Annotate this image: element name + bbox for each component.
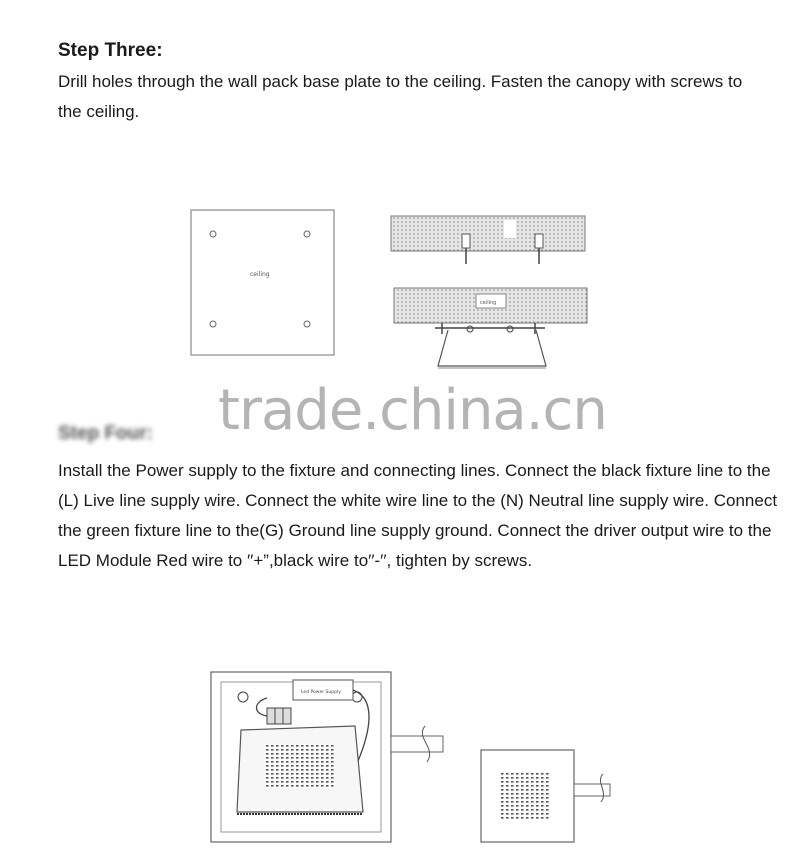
fixture-closed-view xyxy=(481,750,610,842)
base-plate-drawing xyxy=(191,210,334,355)
fixture-open-view xyxy=(211,672,443,842)
ceiling-side-view-bottom xyxy=(394,288,587,368)
step-four-diagram xyxy=(205,668,625,848)
step-three-text: Drill holes through the wall pack base plate to the ceiling. Fasten the canopy with screws to the ceiling. xyxy=(58,72,743,121)
step-three-heading: Step Three: xyxy=(58,40,163,61)
watermark: trade.china.cn xyxy=(218,378,607,443)
step-four-text: Install the Power supply to the fixture and connecting lines. Connect the black fixture line to the (L) Live line supply wire. Connect the white wire line to the (N) Neutral line supply wire. Connect the green fixture line to the(G) Ground line supply ground. Connect the driver output wire to the LED Module Red wire to ′′+”,black wire to′′-′′, tighten by screws. xyxy=(58,461,778,570)
step-four-heading: Step Four: xyxy=(58,423,153,444)
step-three-diagram xyxy=(180,200,600,375)
ceiling-side-view-top xyxy=(391,216,585,264)
ceiling-label: ceiling xyxy=(250,271,270,278)
ceiling-label: ceiling xyxy=(480,300,497,306)
power-supply-label: Led Power Supply xyxy=(301,690,341,695)
